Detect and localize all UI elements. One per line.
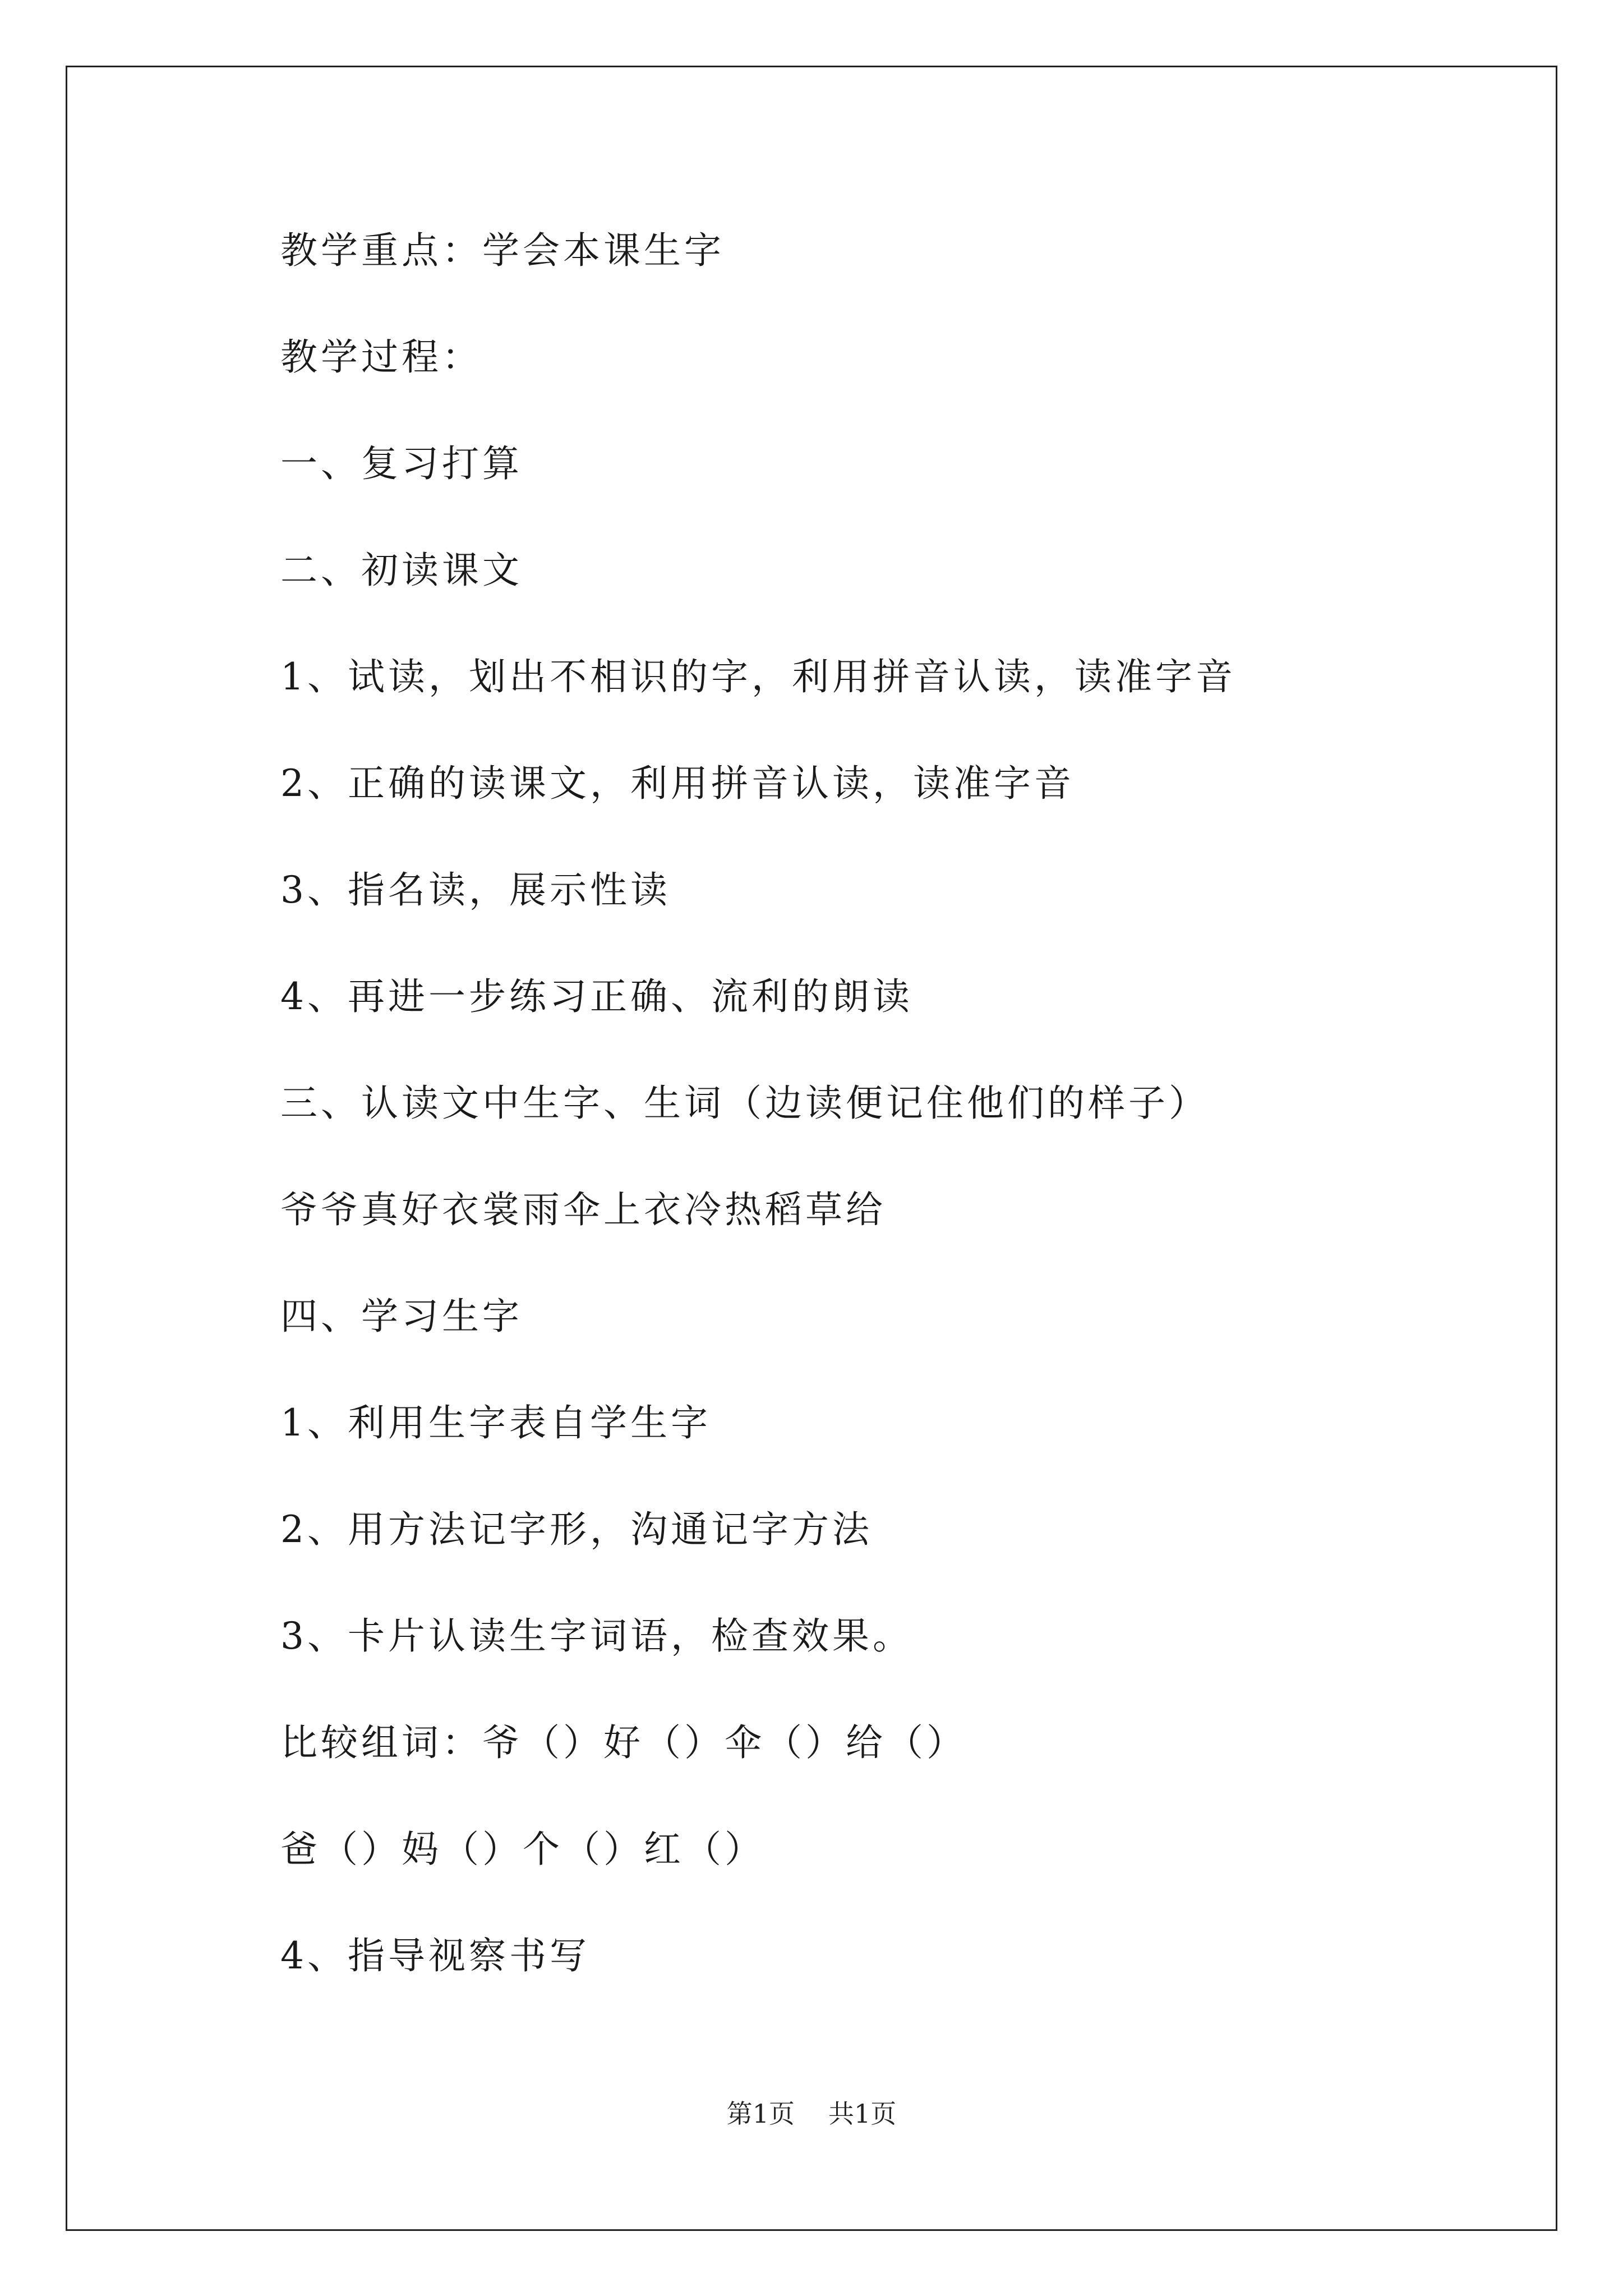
list-item: 1、利用生字表自学生字 [280, 1401, 711, 1444]
heading-teaching-process: 教学过程： [280, 335, 482, 379]
section-three: 三、认读文中生字、生词（边读便记住他们的样子） [280, 1082, 1209, 1125]
word-comparison-line: 比较组词：爷（）好（）伞（）给（） [280, 1721, 967, 1764]
document-body [280, 220, 1458, 2032]
word-comparison-line: 爸（）妈（）个（）红（） [280, 1828, 765, 1871]
page-number: 第1页 [726, 2099, 795, 2129]
vocabulary-line: 爷爷真好衣裳雨伞上衣冷热稻草给 [280, 1188, 886, 1231]
heading-teaching-focus: 教学重点：学会本课生字 [280, 229, 725, 272]
page-footer [0, 2097, 1623, 2131]
list-item: 1、试读，划出不相识的字，利用拼音认读，读准字音 [280, 655, 1236, 698]
list-item: 2、正确的读课文，利用拼音认读，读准字音 [280, 762, 1075, 805]
section-one: 一、复习打算 [280, 442, 523, 485]
page-total: 共1页 [828, 2099, 897, 2129]
list-item: 3、指名读，展示性读 [280, 868, 671, 912]
section-four: 四、学习生字 [280, 1295, 523, 1338]
section-two: 二、初读课文 [280, 549, 523, 592]
list-item: 3、卡片认读生字词语，检查效果。 [280, 1614, 913, 1658]
list-item: 2、用方法记字形，沟通记字方法 [280, 1508, 873, 1551]
list-item: 4、再进一步练习正确、流利的朗读 [280, 975, 913, 1018]
list-item: 4、指导视察书写 [280, 1934, 590, 1977]
